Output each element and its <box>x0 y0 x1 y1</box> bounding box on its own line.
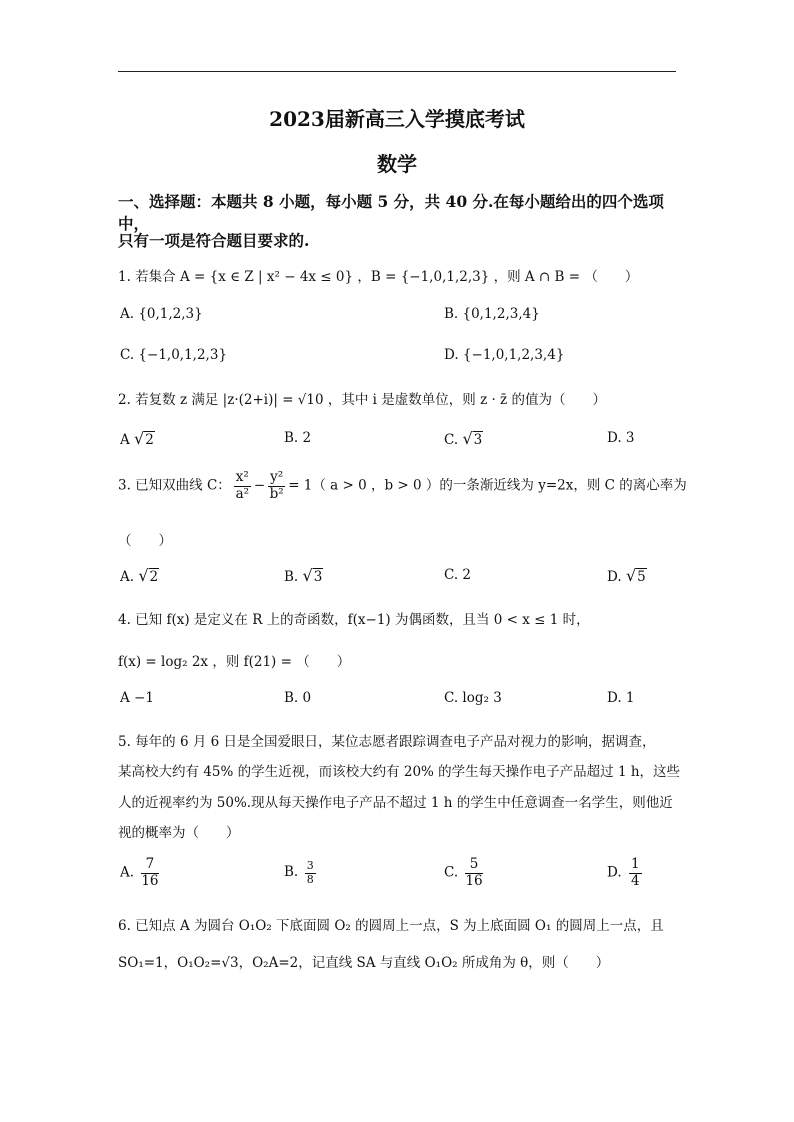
q1-option-a: A. {0,1,2,3} <box>120 306 203 322</box>
q3-option-b-value: 3 <box>313 569 323 585</box>
question-3-stem <box>118 470 687 502</box>
q5-c-den: 16 <box>465 872 483 889</box>
q3-option-d-value: 5 <box>637 569 646 585</box>
question-1-stem: 1. 若集合 A = {x ∈ Z | x² − 4x ≤ 0} ，B = {−1,0,1,2,3} ，则 A ∩ B = （ ） <box>118 269 639 285</box>
q3-option-a <box>120 566 159 585</box>
q2-option-a <box>120 429 155 448</box>
subject-title: 数学 <box>377 152 417 176</box>
q3-option-a-value: 2 <box>149 569 159 585</box>
q3-option-a-label: A. <box>120 569 135 585</box>
q3-fraction-x <box>234 470 251 502</box>
question-4-line2: f(x) = log₂ 2x ，则 f(21) = （ ） <box>118 654 351 670</box>
q2-option-c-label: C. <box>444 432 459 448</box>
q5-option-b-label: B. <box>284 864 299 881</box>
question-5-line4: 视的概率为（ ） <box>118 825 240 841</box>
q4-option-d: D. 1 <box>607 690 635 706</box>
q5-option-c <box>444 857 486 889</box>
q2-option-a-value: 2 <box>145 432 154 448</box>
q4-option-b: B. 0 <box>284 690 312 706</box>
q3-option-b <box>284 566 323 585</box>
q3-option-c: C. 2 <box>444 567 472 583</box>
q3-option-b-label: B. <box>284 569 299 585</box>
header-rule <box>118 71 676 72</box>
question-5-line1: 5. 每年的 6 月 6 日是全国爱眼日，某位志愿者跟踪调查电子产品对视力的影响，据调查， <box>118 734 656 750</box>
q5-option-a-label: A. <box>120 864 135 881</box>
q5-option-d-label: D. <box>607 864 622 881</box>
q3-answer-paren: （ ） <box>118 533 172 549</box>
q3-option-d <box>607 566 647 585</box>
question-6-line1: 6. 已知点 A 为圆台 O₁O₂ 下底面圆 O₂ 的圆周上一点，S 为上底面圆 O₁ 的圆周上一点，且 <box>118 918 664 934</box>
exam-title: 2023届新高三入学摸底考试 <box>269 107 525 131</box>
q2-option-d: D. 3 <box>607 430 635 446</box>
q5-option-d <box>607 857 645 889</box>
q5-a-num: 7 <box>141 857 158 874</box>
q1-option-b: B. {0,1,2,3,4} <box>444 306 540 322</box>
sqrt-symbol: √ <box>462 429 473 448</box>
q4-option-a: A −1 <box>120 690 154 706</box>
q3-suffix: = 1（ a > 0 ，b > 0 ）的一条渐近线为 y=2x，则 C 的离心率为 <box>288 477 687 494</box>
sqrt-symbol: √ <box>138 566 149 585</box>
q5-d-num: 1 <box>630 856 640 872</box>
q5-option-a <box>120 857 162 889</box>
q4-option-c: C. log₂ 3 <box>444 690 502 706</box>
q5-option-a-fraction <box>141 857 158 889</box>
q5-option-b <box>284 860 319 886</box>
q3-frac2-num: y² <box>270 469 284 485</box>
q3-option-d-label: D. <box>607 569 622 585</box>
section-heading-line2: 只有一项是符合题目要求的. <box>118 231 310 250</box>
question-2-stem: 2. 若复数 z 满足 |z·(2+i)| = √10 ，其中 i 是虚数单位，则 z · z̄ 的值为（ ） <box>118 392 606 408</box>
q2-option-c-value: 3 <box>473 432 483 448</box>
question-4-line1: 4. 已知 f(x) 是定义在 R 上的奇函数，f(x−1) 为偶函数，且当 0 < x ≤ 1 时， <box>118 612 590 628</box>
q2-option-a-label: A <box>120 432 130 448</box>
q2-option-b: B. 2 <box>284 430 312 446</box>
q3-minus: − <box>253 477 266 494</box>
q5-option-c-fraction <box>465 857 482 889</box>
q5-b-num: 3 <box>306 859 314 872</box>
q3-frac1-den: a² <box>235 485 250 502</box>
question-5-line2: 某高校大约有 45% 的学生近视，而该校大约有 20% 的学生每天操作电子产品超过 1 h，这些 <box>118 764 681 780</box>
q5-d-den: 4 <box>630 872 640 889</box>
q5-c-num: 5 <box>465 857 482 874</box>
q2-option-c <box>444 429 483 448</box>
q5-option-b-fraction <box>305 860 316 886</box>
sqrt-symbol: √ <box>302 566 313 585</box>
question-6-line2: SO₁=1，O₁O₂=√3，O₂A=2，记直线 SA 与直线 O₁O₂ 所成角为 θ，则（ ） <box>118 955 610 971</box>
q3-frac2-den: b² <box>269 485 284 502</box>
q1-option-c: C. {−1,0,1,2,3} <box>120 347 228 363</box>
q5-a-den: 16 <box>141 872 159 889</box>
question-5-line3: 人的近视率约为 50%.现从每天操作电子产品不超过 1 h 的学生中任意调查一名学生，则他近 <box>118 795 673 811</box>
sqrt-symbol: √ <box>625 566 637 585</box>
q3-frac1-num: x² <box>235 469 249 485</box>
q5-option-c-label: C. <box>444 864 459 881</box>
q3-prefix: 3. 已知双曲线 C： <box>118 477 231 494</box>
sqrt-symbol: √ <box>134 429 145 448</box>
q5-option-d-fraction <box>629 857 642 889</box>
q3-fraction-y <box>268 470 285 502</box>
section-heading-line1: 一、选择题：本题共 8 小题，每小题 5 分，共 40 分.在每小题给出的四个选项中， <box>118 192 664 233</box>
q5-b-den: 8 <box>306 872 314 886</box>
q1-option-d: D. {−1,0,1,2,3,4} <box>444 347 565 363</box>
